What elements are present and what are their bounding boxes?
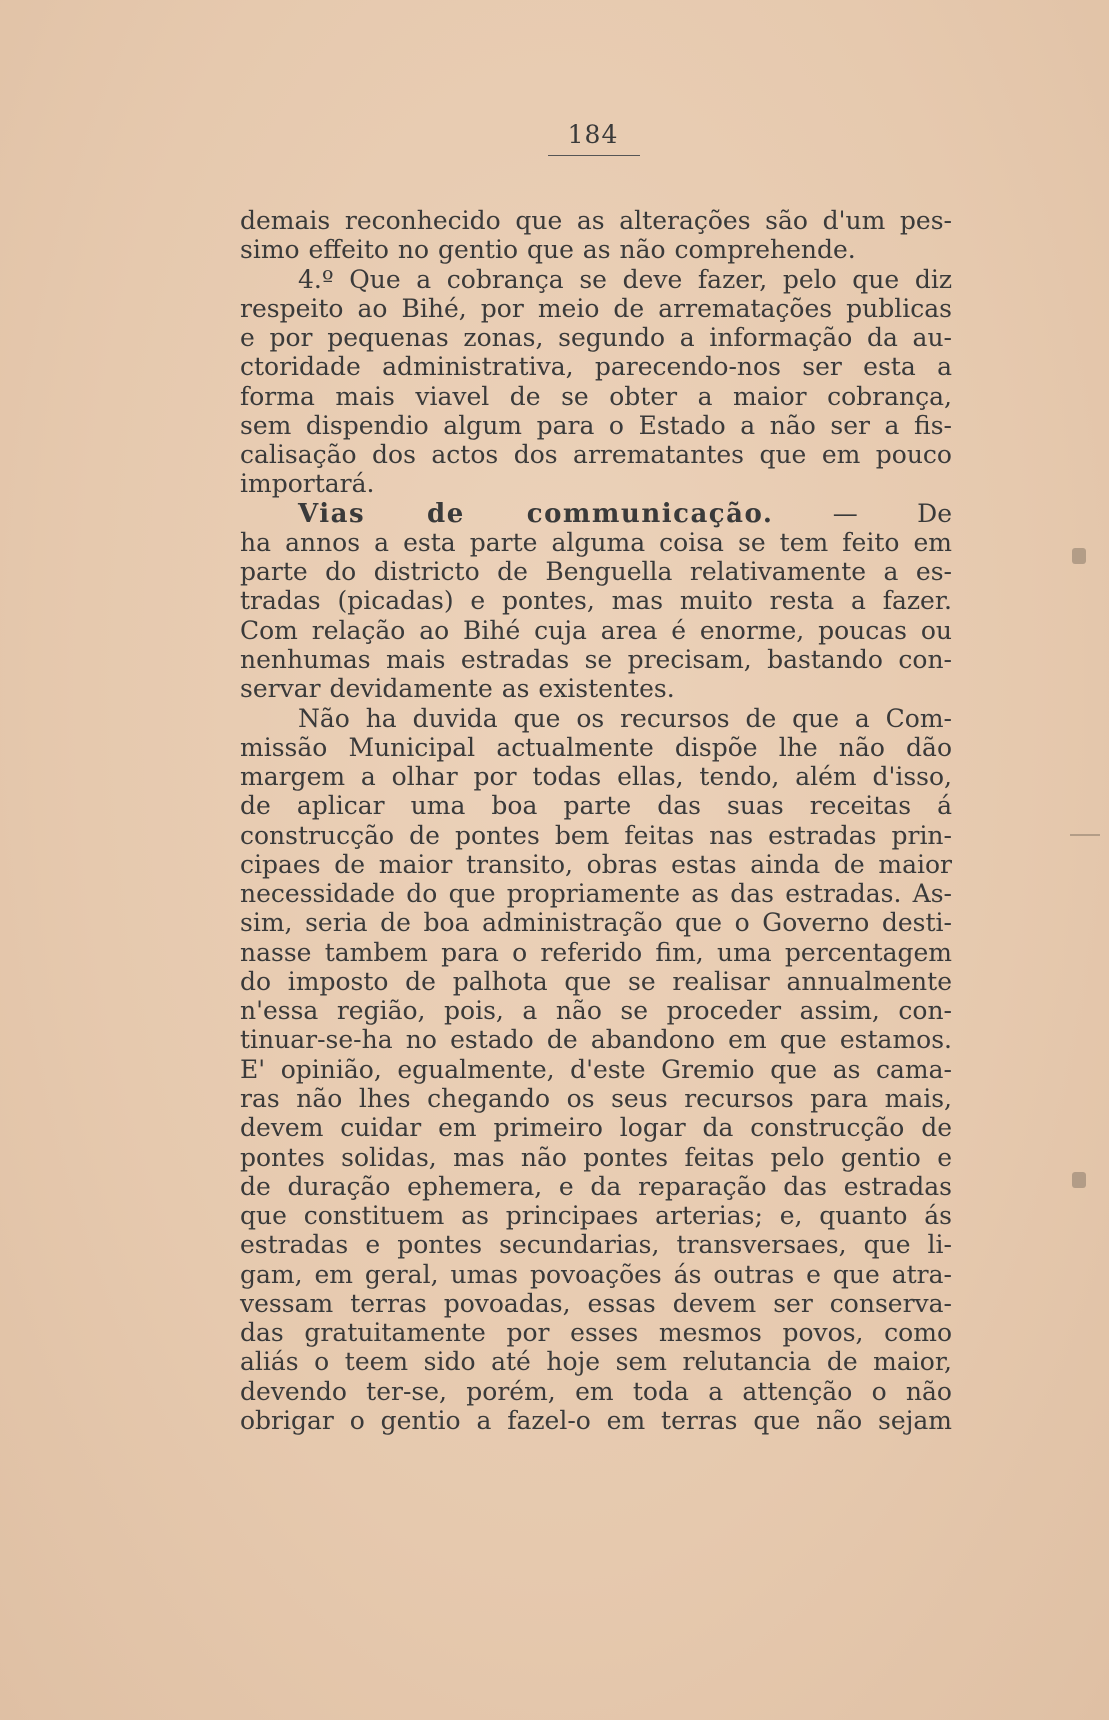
text-line: do imposto de palhota que se realisar annualmente	[240, 966, 952, 996]
body-text	[240, 206, 952, 1435]
text-line: que constituem as principaes arterias; e, quanto ás	[240, 1201, 952, 1231]
text-line: n'essa região, pois, a não se proceder assim, con-	[240, 996, 952, 1026]
margin-smudge	[1072, 548, 1086, 564]
section-heading-tail: — De	[832, 498, 953, 528]
text-line: obrigar o gentio a fazel-o em terras que não sejam	[240, 1405, 952, 1435]
text-line: missão Municipal actualmente dispõe lhe não dão	[240, 732, 952, 762]
text-line: respeito ao Bihé, por meio de arrematações publicas	[240, 293, 952, 323]
text-line: ras não lhes chegando os seus recursos para mais,	[240, 1083, 952, 1113]
text-line: 4.º Que a cobrança se deve fazer, pelo que diz	[298, 264, 952, 294]
text-line: nenhumas mais estradas se precisam, bastando con-	[240, 644, 952, 674]
text-line: E' opinião, egualmente, d'este Gremio que as cama-	[240, 1054, 952, 1084]
text-line: sem dispendio algum para o Estado a não ser a fis-	[240, 410, 952, 440]
page-number-rule	[548, 155, 640, 156]
text-line: estradas e pontes secundarias, transversaes, que li-	[240, 1230, 952, 1260]
text-line: calisação dos actos dos arrematantes que em pouco	[240, 440, 952, 470]
page-number: 184	[567, 120, 619, 149]
text-line: margem a olhar por todas ellas, tendo, além d'isso,	[240, 762, 952, 792]
margin-smudge	[1070, 834, 1100, 836]
text-line: necessidade do que propriamente as das estradas. As-	[240, 879, 952, 909]
text-line: e por pequenas zonas, segundo a informação da au-	[240, 323, 952, 353]
section-heading-line	[240, 499, 952, 528]
text-line: simo effeito no gentio que as não comprehende.	[240, 235, 856, 265]
text-line: importará.	[240, 469, 375, 499]
text-line: forma mais viavel de se obter a maior cobrança,	[240, 381, 952, 411]
text-line: Não ha duvida que os recursos de que a Com-	[298, 703, 952, 733]
text-line: ha annos a esta parte alguma coisa se tem feito em	[240, 527, 952, 557]
text-line: de duração ephemera, e da reparação das estradas	[240, 1171, 952, 1201]
text-line: cipaes de maior transito, obras estas ainda de maior	[240, 849, 952, 879]
text-line: vessam terras povoadas, essas devem ser conserva-	[240, 1288, 952, 1318]
section-heading: Vias de communicação.	[298, 498, 774, 529]
text-line: construcção de pontes bem feitas nas estradas prin-	[240, 820, 952, 850]
text-line: aliás o teem sido até hoje sem relutancia de maior,	[240, 1347, 952, 1377]
text-line: tradas (picadas) e pontes, mas muito resta a fazer.	[240, 586, 952, 616]
text-line: demais reconhecido que as alterações são d'um pes-	[240, 206, 952, 235]
text-line: parte do districto de Benguella relativamente a es-	[240, 557, 952, 587]
text-line: sim, seria de boa administração que o Governo desti-	[240, 908, 952, 938]
text-line: devem cuidar em primeiro logar da construcção de	[240, 1113, 952, 1143]
text-line: gam, em geral, umas povoações ás outras e que atra-	[240, 1259, 952, 1289]
text-line: de aplicar uma boa parte das suas receitas á	[240, 791, 952, 821]
text-line: das gratuitamente por esses mesmos povos, como	[240, 1318, 952, 1348]
text-line: pontes solidas, mas não pontes feitas pelo gentio e	[240, 1142, 952, 1172]
text-line: nasse tambem para o referido fim, uma percentagem	[240, 937, 952, 967]
text-line: ctoridade administrativa, parecendo-nos ser esta a	[240, 352, 952, 382]
text-line: tinuar-se-ha no estado de abandono em que estamos.	[240, 1025, 952, 1055]
text-line: Com relação ao Bihé cuja area é enorme, poucas ou	[240, 615, 952, 645]
text-line: servar devidamente as existentes.	[240, 674, 675, 704]
margin-smudge	[1072, 1172, 1086, 1188]
text-line: devendo ter-se, porém, em toda a attenção o não	[240, 1376, 952, 1406]
